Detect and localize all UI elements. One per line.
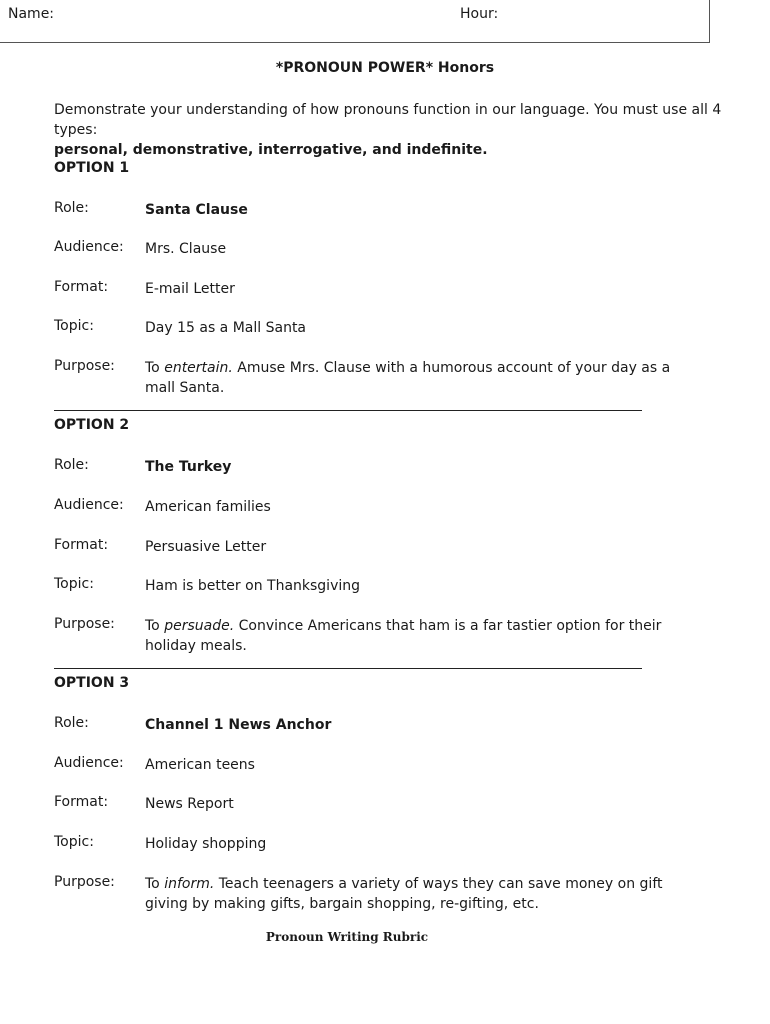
rubric-heading: Pronoun Writing Rubric bbox=[265, 930, 429, 944]
purpose-label: Purpose: bbox=[54, 874, 115, 890]
purpose-label: Purpose: bbox=[54, 616, 115, 632]
topic-label: Topic: bbox=[54, 576, 94, 592]
instructions bbox=[54, 100, 754, 160]
hour-label: Hour: bbox=[460, 6, 499, 22]
option-1-heading: OPTION 1 bbox=[54, 160, 130, 176]
format-value: News Report bbox=[145, 796, 234, 812]
purpose-rest: Teach teenagers a variety of ways they can save money on gift giving by making gifts, bargain shopping, re-gifting, etc. bbox=[145, 876, 663, 912]
topic-value: Day 15 as a Mall Santa bbox=[145, 320, 307, 336]
purpose-verb: persuade. bbox=[164, 618, 235, 634]
role-value: Channel 1 News Anchor bbox=[145, 717, 332, 733]
purpose-label: Purpose: bbox=[54, 358, 115, 374]
purpose-verb: inform. bbox=[164, 876, 215, 892]
audience-value: Mrs. Clause bbox=[145, 241, 227, 257]
format-label: Format: bbox=[54, 537, 109, 553]
purpose-value bbox=[145, 616, 695, 656]
purpose-lead: To bbox=[145, 876, 165, 892]
audience-label: Audience: bbox=[54, 755, 124, 771]
role-label: Role: bbox=[54, 457, 89, 473]
format-label: Format: bbox=[54, 794, 109, 810]
topic-value: Holiday shopping bbox=[145, 836, 267, 852]
topic-label: Topic: bbox=[54, 834, 94, 850]
purpose-value bbox=[145, 358, 695, 398]
purpose-rest: Amuse Mrs. Clause with a humorous account of your day as a mall Santa. bbox=[145, 360, 671, 396]
audience-value: American teens bbox=[145, 757, 255, 773]
audience-value: American families bbox=[145, 499, 271, 515]
role-value: Santa Clause bbox=[145, 202, 248, 218]
purpose-value bbox=[145, 874, 695, 914]
option-3-heading: OPTION 3 bbox=[54, 675, 130, 691]
name-label: Name: bbox=[8, 6, 55, 22]
section-divider bbox=[54, 410, 642, 411]
role-label: Role: bbox=[54, 715, 89, 731]
instructions-text: Demonstrate your understanding of how pronouns function in our language. You must use all 4 types: bbox=[54, 102, 722, 138]
name-hour-box bbox=[0, 0, 710, 43]
audience-label: Audience: bbox=[54, 497, 124, 513]
topic-label: Topic: bbox=[54, 318, 94, 334]
role-value: The Turkey bbox=[145, 459, 232, 475]
section-divider bbox=[54, 668, 642, 669]
purpose-lead: To bbox=[145, 618, 165, 634]
page-title: *PRONOUN POWER* Honors bbox=[275, 60, 495, 76]
purpose-rest: Convince Americans that ham is a far tastier option for their holiday meals. bbox=[145, 618, 662, 654]
format-value: E-mail Letter bbox=[145, 281, 235, 297]
purpose-verb: entertain. bbox=[164, 360, 233, 376]
purpose-lead: To bbox=[145, 360, 165, 376]
pronoun-types: personal, demonstrative, interrogative, and indefinite. bbox=[54, 142, 488, 158]
audience-label: Audience: bbox=[54, 239, 124, 255]
topic-value: Ham is better on Thanksgiving bbox=[145, 578, 361, 594]
format-value: Persuasive Letter bbox=[145, 539, 267, 555]
role-label: Role: bbox=[54, 200, 89, 216]
format-label: Format: bbox=[54, 279, 109, 295]
option-2-heading: OPTION 2 bbox=[54, 417, 130, 433]
